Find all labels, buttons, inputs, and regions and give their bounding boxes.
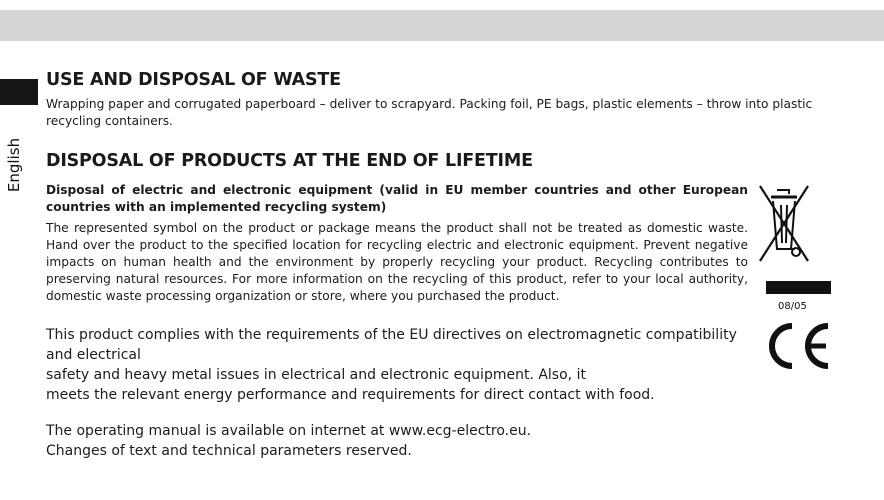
section-text-disposal: The represented symbol on the product or package means the product shall not be treated as domestic waste. Hand over the product to the specified location for recycling electric and electronic equipment. Prevent negative impacts on human health and the environment by properly recycling your product. Recycling contributes to preserving natural resources. For more information on the recycling of this product, refer to your local authority, domestic waste processing organization or store, where you purchased the product.: [46, 221, 748, 303]
weee-underline-bar: [766, 281, 831, 294]
footer-line: Changes of text and technical parameters reserved.: [46, 443, 412, 459]
compliance-line: meets the relevant energy performance and requirements for direct contact with food.: [46, 387, 655, 403]
section-text-waste: Wrapping paper and corrugated paperboard – deliver to scrapyard. Packing foil, PE bags, plastic elements – throw into plastic recycling containers.: [46, 97, 813, 128]
compliance-line: and electrical: [46, 347, 141, 363]
section-subtitle-disposal: Disposal of electric and electronic equipment (valid in EU member countries and other European countries with an implemented recycling system): [46, 183, 748, 214]
compliance-line: This product complies with the requirements of the EU directives on electromagnetic compatibility: [46, 327, 737, 343]
page-header-bar: [0, 10, 884, 41]
crossed-out-wheelie-bin-icon: [757, 183, 811, 275]
footer-line: The operating manual is available on internet at www.ecg-electro.eu.: [46, 423, 532, 439]
section-title-waste: USE AND DISPOSAL OF WASTE: [46, 70, 341, 90]
section-title-disposal: DISPOSAL OF PRODUCTS AT THE END OF LIFETIME: [46, 151, 533, 171]
weee-date-code: 08/05: [778, 301, 807, 312]
ce-mark-icon: [765, 321, 835, 371]
language-label: English: [5, 137, 23, 193]
language-tab-marker: [0, 79, 38, 105]
footer-text: [46, 421, 531, 461]
compliance-text: [46, 325, 737, 405]
compliance-line: safety and heavy metal issues in electrical and electronic equipment. Also, it: [46, 367, 586, 383]
